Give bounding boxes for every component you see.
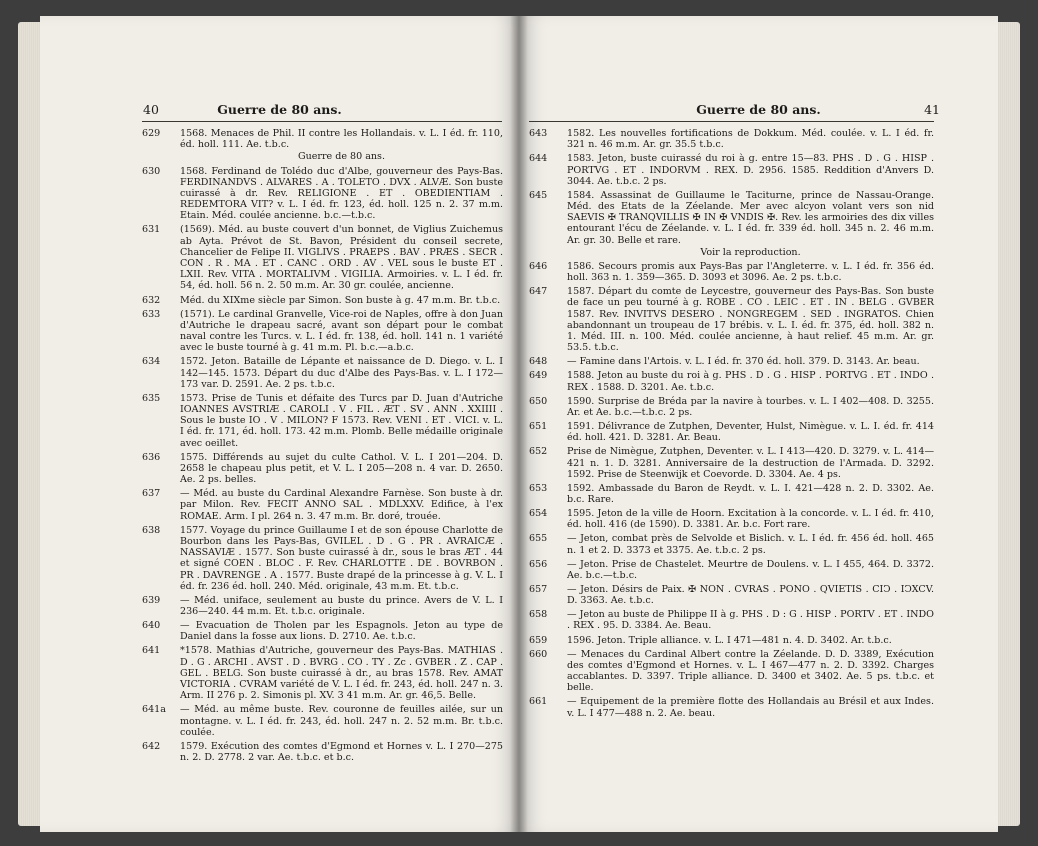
catalogue-entry — [529, 190, 934, 258]
entry-text: — Jeton, combat près de Selvolde et Bislich. v. L. I éd. fr. 456 éd. holl. 465 n. 1 et 2. D. 3373 et 3375. Ae. t.b.c. 2 ps. — [567, 533, 934, 556]
entry-text: 1583. Jeton, buste cuirassé du roi à g. entre 15—83. PHS . D . G . HISP . PORTVG . ET . INDORVM . REX. D. 2956. 1585. Reddition d'Anvers D. 3044. Ae. t.b.c. 2 ps. — [567, 153, 934, 187]
book-gutter — [510, 16, 528, 832]
catalogue-entries — [529, 128, 934, 722]
entry-number: 651 — [529, 421, 548, 432]
catalogue-entry — [142, 452, 503, 486]
catalogue-entry — [142, 525, 503, 592]
catalogue-entry — [529, 649, 934, 694]
entry-text: — Menaces du Cardinal Albert contre la Zéelande. D. D. 3389, Exécution des comtes d'Egmond et Hornes. v. L. I 467—477 n. 2. D. 3392. Charges accablantes. D. 3397. Triple alliance. D. 3400 et 3402. Ae. 5 ps. t.b.c. et belle. — [567, 648, 934, 694]
entry-number: 654 — [529, 508, 548, 520]
entry-number: 637 — [142, 488, 161, 500]
entry-text: 1587. Départ du comte de Leycestre, gouverneur des Pays-Bas. Son buste de face un peu tourné à g. ROBE . CO . LEIC . ET . IN . BELG . GVBER 1587. Rev. INVITVS DESERO . NONGREGEM . SED . INGRATOS. Chien abandonnant un troupeau de 17 brébis. v. L. I. éd. fr. 375, éd. holl. 382 n. 1. Méd. III. n. 100. Méd. coulée ancienne, à haut relief. 45 m.m. Ar. gr. 53.5. t.b.c. — [567, 286, 934, 354]
entry-number: 643 — [529, 128, 548, 139]
catalogue-entry — [142, 224, 503, 291]
entry-number: 659 — [529, 634, 548, 646]
entry-number: 645 — [529, 189, 548, 201]
catalogue-entry — [142, 620, 503, 642]
entry-number: 641a — [142, 704, 166, 716]
left-page — [40, 16, 519, 832]
catalogue-entry — [142, 488, 503, 522]
entry-text: 1575. Différends au sujet du culte Cathol. V. L. I 201—204. D. 2658 le chapeau plus petit, et V. L. I 205—208 n. 4 var. D. 2650. Ae. 2 ps. belles. — [180, 451, 503, 486]
entry-number: 661 — [529, 696, 548, 708]
entry-text: — Evacuation de Tholen par les Espagnols. Jeton au type de Daniel dans la fosse aux lions. D. 2710. Ae. t.b.c. — [180, 620, 503, 643]
catalogue-entry — [529, 559, 934, 581]
catalogue-entry — [142, 393, 503, 449]
entry-number: 650 — [529, 395, 548, 407]
entry-number: 647 — [529, 286, 548, 298]
catalogue-entry — [529, 396, 934, 418]
entry-text: *1578. Mathias d'Autriche, gouverneur des Pays-Bas. MATHIAS . D . G . ARCHI . AVST . D . BVRG . CO . TY . Zc . GVBER . Z . CAP . GEL . BELG. Son buste cuirassé à dr., au bras 1578. Rev. AMAT VICTORIA . CVRAM variété de V. L. I éd. fr. 243, éd. holl. 247 n. 3. Arm. II 276 p. 2. Simonis pl. XV. 3 41 m.m. Ar. gr. 46,5. Belle. — [180, 645, 503, 702]
catalogue-entry — [142, 741, 503, 763]
running-head: Guerre de 80 ans. — [696, 102, 821, 117]
entry-number: 639 — [142, 594, 161, 606]
entry-text: 1568. Menaces de Phil. II contre les Hollandais. v. L. I éd. fr. 110, éd. holl. 111. Ae. t.b.c. — [180, 128, 503, 151]
entry-text: — Equipement de la première flotte des Hollandais au Brésil et aux Indes. v. L. I 477—488 n. 2. Ae. beau. — [567, 696, 934, 719]
page-number: 40 — [143, 102, 159, 117]
entry-number: 640 — [142, 620, 161, 632]
entry-text: — Jeton. Prise de Chastelet. Meurtre de Doulens. v. L. I 455, 464. D. 3372. Ae. b.c.—t.b.c. — [567, 558, 934, 581]
catalogue-entry — [529, 635, 934, 646]
catalogue-entry — [142, 356, 503, 390]
entry-text: — Jeton au buste de Philippe II à g. PHS . D : G . HISP . PORTV . ET . INDO . REX . 95. D. 3384. Ae. Beau. — [567, 609, 934, 632]
entry-text: 1591. Délivrance de Zutphen, Deventer, Hulst, Nimègue. v. L. I. éd. fr. 414 éd. holl. 421. D. 3281. Ar. Beau. — [567, 421, 934, 444]
catalogue-entry — [529, 446, 934, 480]
catalogue-entry — [529, 370, 934, 392]
entry-text: 1584. Assassinat de Guillaume le Taciturne, prince de Nassau-Orange. Méd. des Etats de la Zéelande. Mer avec alcyon volant vers son nid SAEVIS ✠ TRANQVILLIS ✠ IN ✠ VNDIS ✠. Rev. les armoiries des dix villes entourant l'écu de Zéelande. v. L. I éd. fr. 339 éd. holl. 345 n. 2. 46 m.m. Ar. gr. 30. Belle et rare. — [567, 189, 934, 246]
entry-text: — Famine dans l'Artois. v. L. I éd. fr. 370 éd. holl. 379. D. 3143. Ar. beau. — [567, 356, 920, 368]
right-page — [519, 16, 998, 832]
entry-text: 1596. Jeton. Triple alliance. v. L. I 471—481 n. 4. D. 3402. Ar. t.b.c. — [567, 634, 892, 646]
entry-number: 632 — [142, 294, 161, 306]
entry-number: 648 — [529, 356, 548, 368]
entry-text: — Méd. au même buste. Rev. couronne de feuilles ailée, sur un montagne. v. L. I éd. fr. 243, éd. holl. 247 n. 2. 52 m.m. Br. t.b.c. coulée. — [180, 704, 503, 738]
entry-number: 634 — [142, 356, 161, 368]
catalogue-entry — [529, 609, 934, 631]
entry-text: — Méd. au buste du Cardinal Alexandre Farnèse. Son buste à dr. par Milon. Rev. FECIT ANNO SAL . MDLXXV. Edifice, à l'ex ROMAE. Arm. I pl. 264 n. 3. 47 m.m. Br. doré, trouée. — [180, 488, 503, 522]
entry-text: (1571). Le cardinal Granvelle, Vice-roi de Naples, offre à don Juan d'Autriche le drapeau sacré, avant son départ pour le combat naval contre les Turcs. v. L. I éd. fr. 138, éd. holl. 141 n. 1 variété avec le buste tourné à g. 41 m.m. Pl. b.c.—a.b.c. — [180, 308, 503, 354]
entry-number: 633 — [142, 308, 161, 320]
running-head: Guerre de 80 ans. — [217, 102, 342, 117]
entry-number: 657 — [529, 583, 548, 595]
entry-text: 1568. Ferdinand de Tolédo duc d'Albe, gouverneur des Pays-Bas. FERDINANDVS . ALVARES . A . TOLETO . DVX . ALVÆ. Son buste cuirassé à dr. Rev. RELIGIONE . ET . OBEDIENTIAM . REDEMTORA VIT? v. L. I éd. fr. 123, éd. holl. 125 n. 2. 37 m.m. Etain. Méd. coulée ancienne. b.c.—t.b.c. — [180, 165, 503, 222]
entry-number: 655 — [529, 533, 548, 545]
catalogue-entry — [529, 483, 934, 505]
entry-number: 656 — [529, 558, 548, 570]
entry-text: (1569). Méd. au buste couvert d'un bonnet, de Viglius Zuichemus ab Ayta. Prévot de St. Bavon, Président du conseil secrete, Chancelier de Felipe II. VIGLIVS . PRAEPS . BAV . PRÆS . SECR . CON . R . MA . ET . CANC . ORD . AV . VEL sous le buste ET . LXII. Rev. VITA . MORTALIVM . VIGILIA. Armoiries. v. L. I éd. fr. 54, éd. holl. 56 n. 2. 50 m.m. Ar. 30 gr. coulée, ancienne. — [180, 224, 503, 292]
entry-number: 635 — [142, 392, 161, 404]
catalogue-entries — [142, 128, 503, 766]
entry-text: 1582. Les nouvelles fortifications de Dokkum. Méd. coulée. v. L. I éd. fr. 321 n. 46 m.m. Ar. gr. 35.5 t.b.c. — [567, 128, 934, 151]
entry-number: 644 — [529, 153, 548, 165]
catalogue-entry — [142, 128, 503, 163]
catalogue-entry — [529, 128, 934, 150]
header-rule — [529, 121, 934, 122]
entry-number: 649 — [529, 370, 548, 382]
entry-subheading: Guerre de 80 ans. — [298, 151, 385, 163]
catalogue-entry — [529, 696, 934, 718]
entry-subheading: Voir la reproduction. — [700, 246, 801, 258]
entry-text: 1592. Ambassade du Baron de Reydt. v. L. I. 421—428 n. 2. D. 3302. Ae. b.c. Rare. — [567, 482, 934, 505]
entry-number: 630 — [142, 165, 161, 177]
catalogue-entry — [142, 645, 503, 701]
entry-number: 653 — [529, 482, 548, 494]
catalogue-entry — [529, 286, 934, 353]
catalogue-entry — [142, 295, 503, 306]
entry-text: 1572. Jeton. Bataille de Lépante et naissance de D. Diego. v. L. I 142—145. 1573. Départ du duc d'Albe des Pays-Bas. v. L. I 172—173 var. D. 2591. Ae. 2 ps. t.b.c. — [180, 356, 503, 390]
entry-text: 1573. Prise de Tunis et défaite des Turcs par D. Juan d'Autriche IOANNES AVSTRIÆ . CAROLI . V . FIL . ÆT . SV . ANN . XXIIII . Sous le buste IO . V . MILON? F 1573. Rev. VENI . ET . VICI. v. L. I éd. fr. 171, éd. holl. 173. 42 m.m. Plomb. Belle médaille originale avec oeillet. — [180, 392, 503, 449]
entry-number: 638 — [142, 524, 161, 536]
entry-text: 1586. Secours promis aux Pays-Bas par l'Angleterre. v. L. I éd. fr. 356 éd. holl. 363 n. 1. 359—365. D. 3093 et 3096. Ae. 2 ps. t.b.c. — [567, 260, 934, 284]
entry-number: 636 — [142, 451, 161, 463]
entry-text: Méd. du XIXme siècle par Simon. Son buste à g. 47 m.m. Br. t.b.c. — [180, 294, 501, 306]
entry-text: 1577. Voyage du prince Guillaume I et de son épouse Charlotte de Bourbon dans les Pays-Bas, GVILEL . D . G . PR . AVRAICÆ . NASSAVIÆ . 1577. Son buste cuirassé à dr., sous le bras ÆT . 44 et signé COEN . BLOC . F. Rev. CHARLOTTE . DE . BOVRBON . PR . DAVRENGE . A . 1577. Buste drapé de la princesse à g. V. L. I éd. fr. 236 éd. holl. 240. Méd. originale, 43 m.m. Et. t.b.c. — [180, 524, 503, 592]
entry-number: 658 — [529, 609, 548, 621]
catalogue-entry — [529, 421, 934, 443]
entry-text: 1579. Exécution des comtes d'Egmond et Hornes v. L. I 270—275 n. 2. D. 2778. 2 var. Ae. t.b.c. et b.c. — [180, 740, 503, 764]
entry-text: 1595. Jeton de la ville de Hoorn. Excitation à la concorde. v. L. I éd. fr. 410, éd. holl. 416 (de 1590). D. 3381. Ar. b.c. Fort rare. — [567, 508, 934, 531]
entry-number: 660 — [529, 648, 548, 660]
catalogue-entry — [529, 533, 934, 555]
header-rule — [142, 121, 502, 122]
catalogue-entry — [529, 153, 934, 187]
entry-text: 1588. Jeton au buste du roi à g. PHS . D . G . HISP . PORTVG . ET . INDO . REX . 1588. D. 3201. Ae. t.b.c. — [567, 370, 934, 393]
catalogue-entry — [142, 595, 503, 617]
entry-number: 629 — [142, 128, 161, 139]
entry-number: 631 — [142, 224, 161, 236]
entry-number: 646 — [529, 260, 548, 272]
entry-text: 1590. Surprise de Bréda par la navire à tourbes. v. L. I 402—408. D. 3255. Ar. et Ae. b.c.—t.b.c. 2 ps. — [567, 395, 934, 418]
entry-text: — Méd. uniface, seulement au buste du prince. Avers de V. L. I 236—240. 44 m.m. Et. t.b.c. originale. — [180, 594, 503, 618]
catalogue-entry — [529, 261, 934, 283]
catalogue-entry — [529, 508, 934, 530]
entry-text: Prise de Nimègue, Zutphen, Deventer. v. L. I 413—420. D. 3279. v. L. 414—421 n. 1. D. 3281. Anniversaire de la destruction de l'Armada. D. 3292. 1592. Prise de Steenwijk et Coevorde. D. 3304. Ae. 4 ps. — [567, 446, 934, 480]
catalogue-entry — [529, 356, 934, 367]
catalogue-entry — [529, 584, 934, 606]
entry-number: 652 — [529, 446, 548, 458]
page-number: 41 — [924, 102, 940, 117]
entry-text: — Jeton. Désirs de Paix. ✠ NON . CVRAS . PONO . QVIETIS . CIↃ . IↃXCV. D. 3363. Ae. t.b.c. — [567, 583, 934, 607]
catalogue-entry — [142, 309, 503, 354]
catalogue-entry — [142, 166, 503, 222]
catalogue-entry — [142, 704, 503, 738]
entry-number: 641 — [142, 645, 161, 657]
entry-number: 642 — [142, 740, 161, 752]
